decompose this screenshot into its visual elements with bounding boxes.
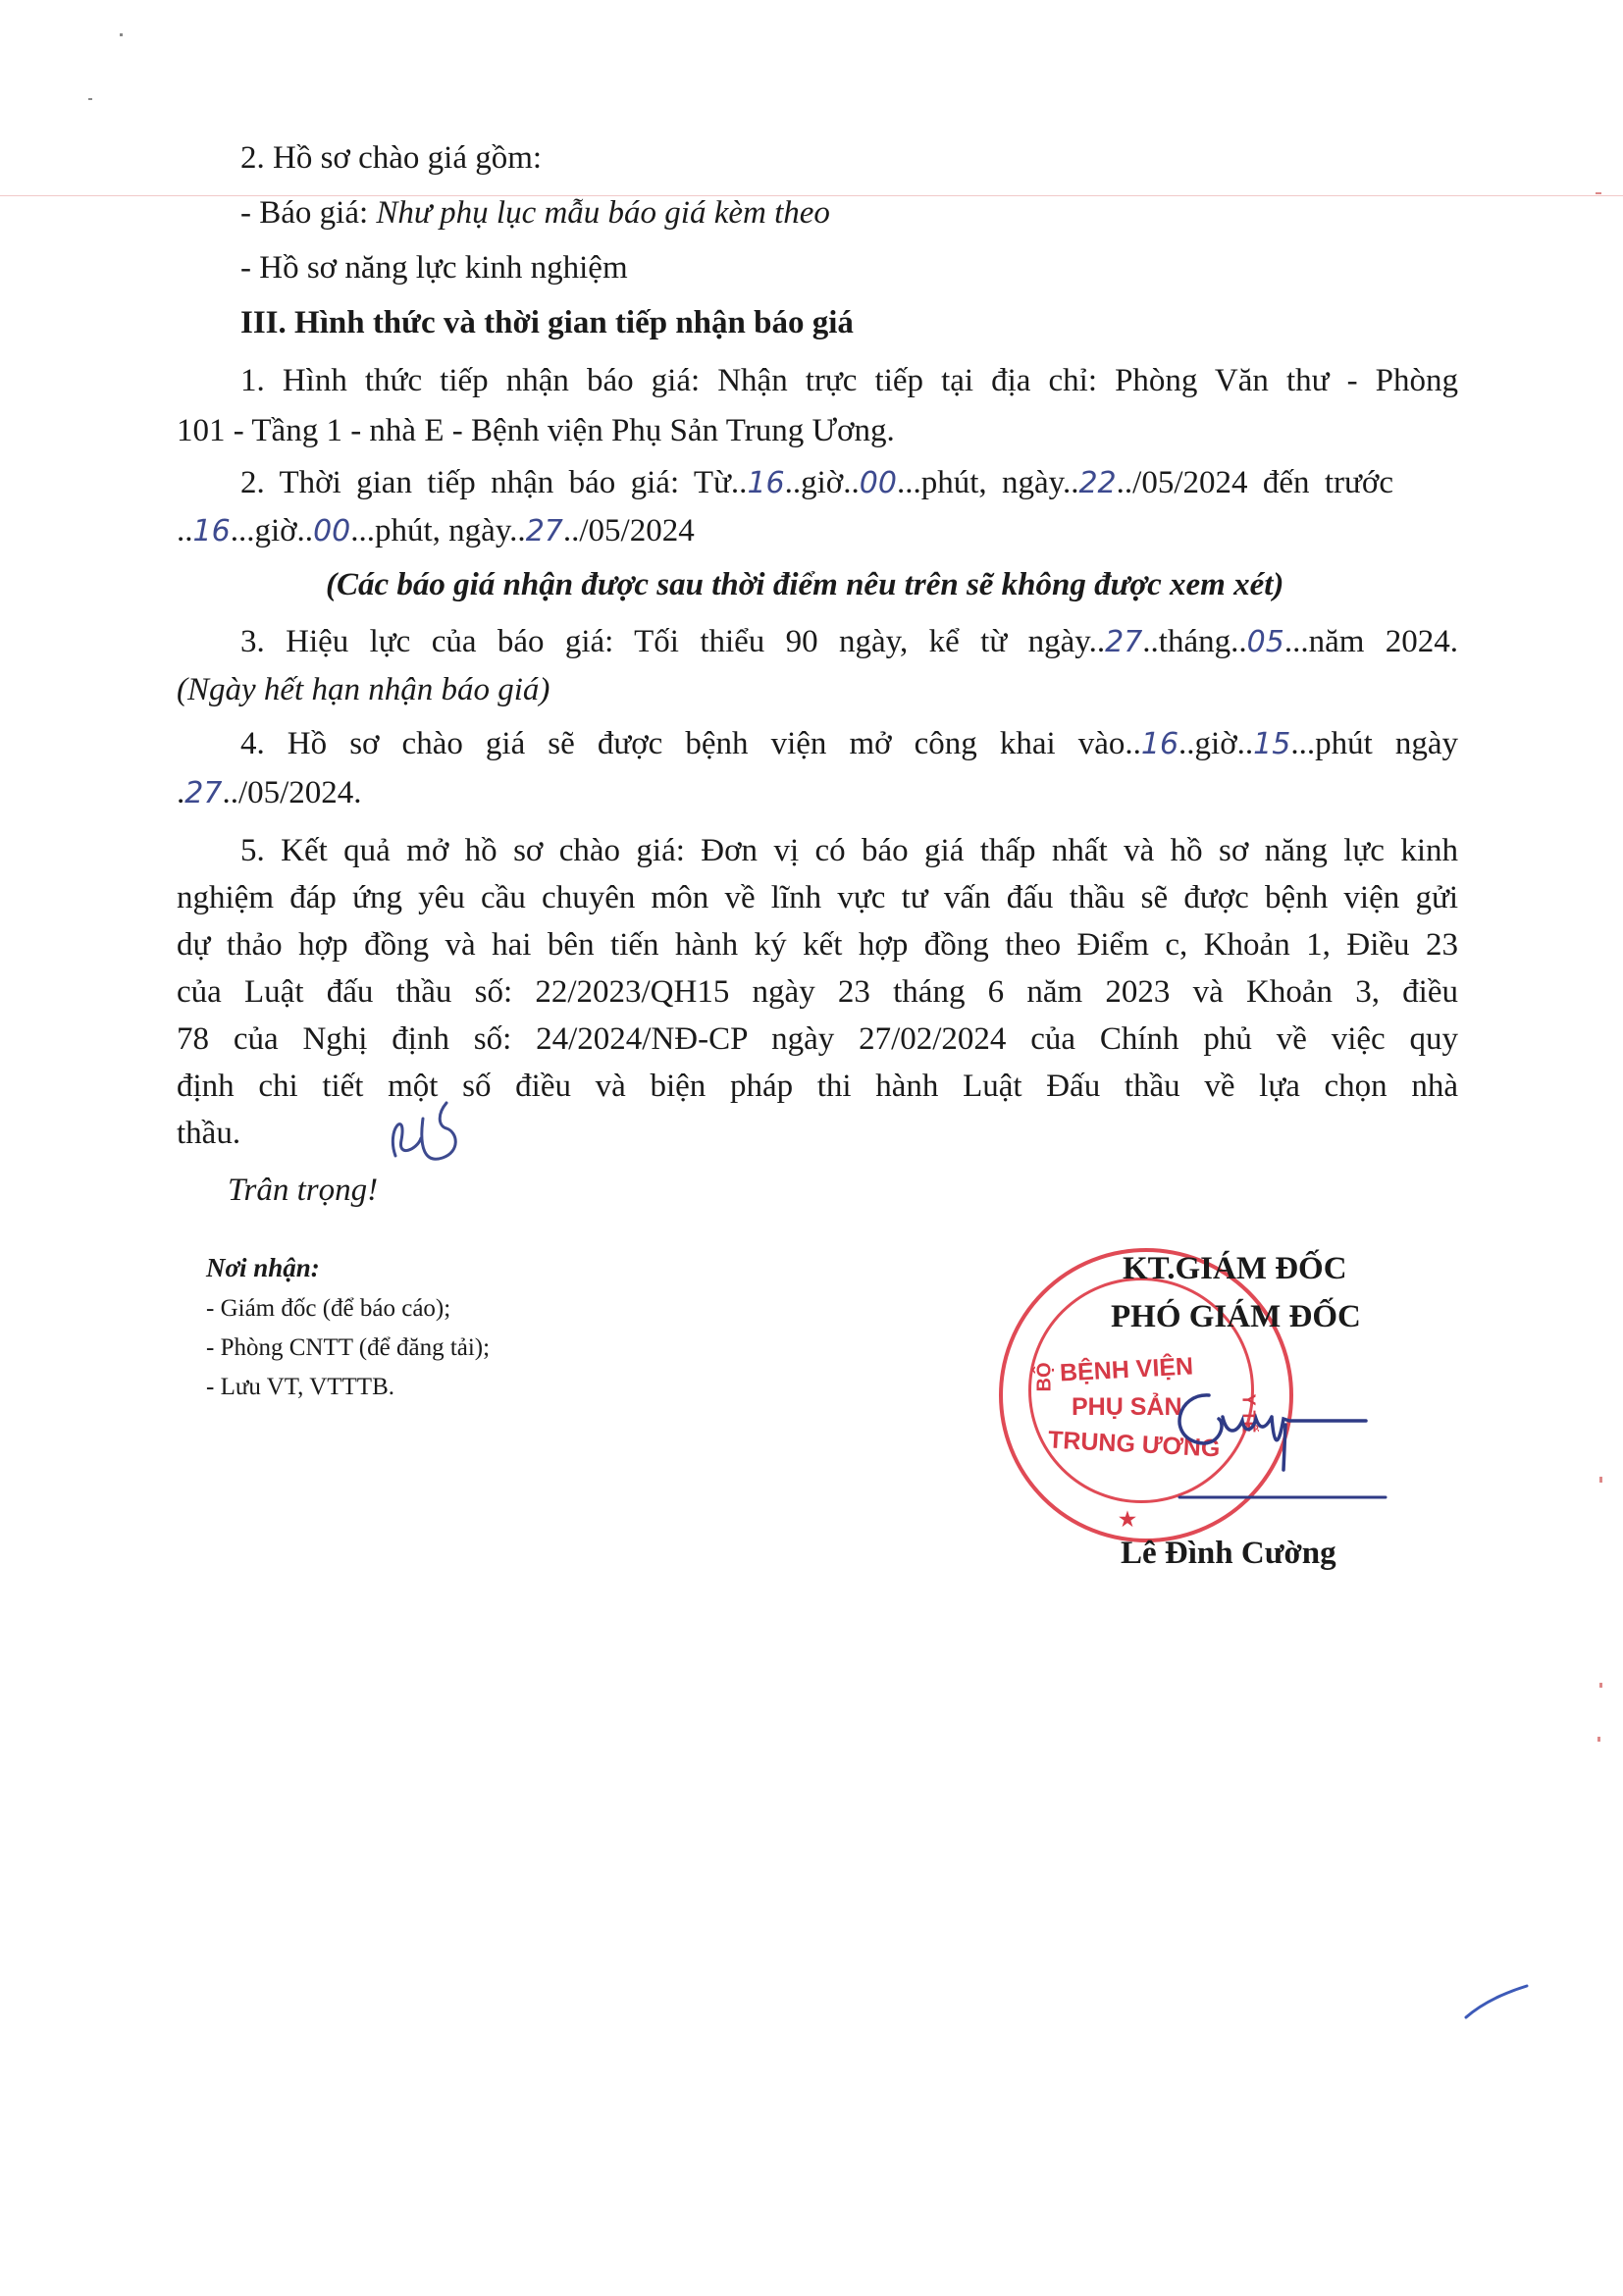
scan-speck: [1597, 1737, 1600, 1742]
opening-line1: [240, 723, 1458, 765]
capability-item: - Hồ sơ năng lực kinh nghiệm: [240, 250, 628, 286]
receipt-method-line2: 101 - Tầng 1 - nhà E - Bệnh viện Phụ Sản Trung Ương.: [177, 413, 895, 448]
signature-title2: PHÓ GIÁM ĐỐC: [1111, 1299, 1361, 1334]
stamp-line3: TRUNG ƯƠNG: [1047, 1426, 1222, 1463]
result-line6: định chi tiết một số điều và biện pháp thi hành Luật Đấu thầu về lựa chọn nhà: [177, 1069, 1458, 1104]
handwritten-opening-minute: 15: [1253, 727, 1291, 761]
handwritten-opening-day: 27: [184, 776, 223, 810]
handwritten-validity-day: 27: [1105, 625, 1143, 659]
stamp-line2: PHỤ SẢN: [1072, 1393, 1182, 1421]
recipient-item: - Giám đốc (để báo cáo);: [206, 1295, 451, 1322]
late-quote-note: (Các báo giá nhận được sau thời điểm nêu trên sẽ không được xem xét): [326, 567, 1284, 602]
receipt-method-line1: 1. Hình thức tiếp nhận báo giá: Nhận trực tiếp tại địa chỉ: Phòng Văn thư - Phòng: [240, 363, 1458, 398]
handwritten-hour-from: 16: [747, 466, 785, 500]
result-line2: nghiệm đáp ứng yêu cầu chuyên môn về lĩnh vực tư vấn đấu thầu sẽ được bệnh viện gửi: [177, 880, 1458, 915]
closing: Trân trọng!: [228, 1173, 379, 1208]
scan-speck: [1599, 1477, 1602, 1483]
text: ..: [177, 513, 193, 548]
section3-heading: III. Hình thức và thời gian tiếp nhận báo giá: [240, 305, 854, 340]
scan-speck: [120, 33, 123, 36]
text: 4. Hồ sơ chào giá sẽ được bệnh viện mở công khai vào..: [240, 726, 1141, 761]
result-line5: 78 của Nghị định số: 24/2024/NĐ-CP ngày 27/02/2024 của Chính phủ về việc quy: [177, 1021, 1458, 1057]
text: ...năm 2024.: [1283, 624, 1458, 659]
result-line4: của Luật đấu thầu số: 22/2023/QH15 ngày 23 tháng 6 năm 2023 và Khoản 3, điều: [177, 974, 1458, 1010]
scan-speck: [1599, 1683, 1602, 1688]
receipt-time-line1: [240, 462, 1393, 504]
result-line7: thầu.: [177, 1116, 241, 1151]
handwritten-validity-month: 05: [1246, 625, 1284, 659]
receipt-time-line2: [177, 510, 695, 552]
text: ...phút, ngày..: [896, 465, 1079, 500]
text: ...phút ngày: [1290, 726, 1458, 761]
recipient-item: - Phòng CNTT (để đăng tải);: [206, 1334, 491, 1361]
handwritten-opening-hour: 16: [1140, 727, 1179, 761]
text: ..giờ..: [784, 465, 860, 500]
text: ../05/2024 đến trước: [1116, 465, 1393, 500]
handwritten-minute-from: 00: [859, 466, 897, 500]
text: ...phút, ngày..: [350, 513, 526, 548]
stamp-side-right: Y TẾ: [1238, 1393, 1259, 1434]
handwritten-day-from: 22: [1078, 466, 1117, 500]
recipient-item: - Lưu VT, VTTTB.: [206, 1374, 395, 1400]
section2-heading: 2. Hồ sơ chào giá gồm:: [240, 140, 543, 176]
scan-speck: [88, 98, 92, 100]
handwritten-day-to: 27: [525, 514, 563, 548]
validity-note: (Ngày hết hạn nhận báo giá): [177, 672, 550, 707]
recipients-title: Nơi nhận:: [206, 1253, 320, 1282]
handwritten-hour-to: 16: [192, 514, 231, 548]
result-line3: dự thảo hợp đồng và hai bên tiến hành ký kết hợp đồng theo Điểm c, Khoản 1, Điều 23: [177, 927, 1458, 963]
text: ..giờ..: [1178, 726, 1254, 761]
text: 2. Thời gian tiếp nhận báo giá: Từ..: [240, 465, 748, 500]
validity-line: [240, 621, 1458, 663]
quote-item-italic: Như phụ lục mẫu báo giá kèm theo: [376, 195, 830, 231]
opening-line2: [177, 772, 362, 814]
text: ..tháng..: [1142, 624, 1247, 659]
handwritten-signature: [1158, 1374, 1393, 1501]
text: ../05/2024.: [222, 775, 362, 810]
scan-speck: [1596, 192, 1601, 194]
quote-item-prefix: - Báo giá:: [240, 195, 377, 231]
initials-scribble: [378, 1099, 486, 1177]
signer-name: Lê Đình Cường: [1121, 1536, 1336, 1571]
signature-title1: KT.GIÁM ĐỐC: [1123, 1251, 1347, 1286]
text: 3. Hiệu lực của báo giá: Tối thiểu 90 ngày, kể từ ngày..: [240, 624, 1106, 659]
text: ...giờ..: [230, 513, 314, 548]
quote-item: [240, 192, 830, 234]
handwritten-minute-to: 00: [313, 514, 351, 548]
stamp-star-icon: ★: [1119, 1509, 1136, 1531]
text: .: [177, 775, 185, 810]
stamp-side-left: BỘ: [1033, 1362, 1056, 1392]
pen-mark: [1462, 1982, 1531, 2021]
result-line1: 5. Kết quả mở hồ sơ chào giá: Đơn vị có báo giá thấp nhất và hồ sơ năng lực kinh: [240, 833, 1458, 868]
text: ../05/2024: [562, 513, 695, 548]
stamp-line1: BỆNH VIỆN: [1059, 1352, 1194, 1387]
